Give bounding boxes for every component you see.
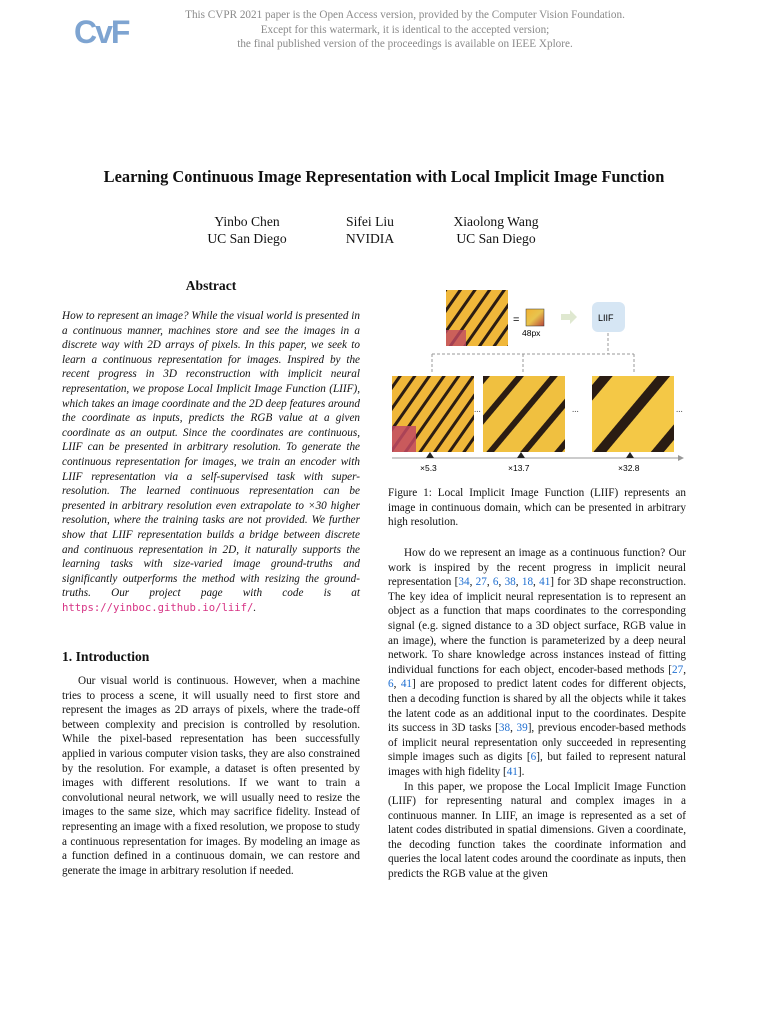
- author-affiliation: UC San Diego: [207, 230, 287, 246]
- citation-link[interactable]: 18: [521, 576, 534, 589]
- cvf-logo: [74, 12, 134, 48]
- watermark-line-2: Except for this watermark, it is identical to the accepted version;: [260, 23, 550, 36]
- author-affiliation: NVIDIA: [345, 230, 395, 246]
- cite-sep: ,: [515, 576, 522, 589]
- abstract-body: [62, 309, 360, 615]
- citation-link[interactable]: 41: [400, 678, 412, 691]
- figure-1-caption: Figure 1: Local Implicit Image Function (LIIF) represents an image in continuous domain, which can be presented in arbitrary high resolution.: [388, 487, 686, 529]
- text-span: ], but failed to represent natural images with high fidelity [: [388, 751, 686, 778]
- citation-link[interactable]: 27: [672, 663, 684, 676]
- scale-axis: [392, 452, 684, 461]
- intro-paragraph-1: Our visual world is continuous. However, when a machine tries to process a scene, it will usually need to first store and represent the images as 2D arrays of pixels, where the trade-off between complexity and precision is controlled by resolution. While the pixel-based representation has been successfully applied in various computer vision tasks, they are also constrained by the resolution. For example, a dataset is often presented by images with different resolutions. If we want to train a convolutional neural network, we will usually need to resize the images to the same size, which may sacrifice fidelity. Instead of representing an image with a fixed resolution, we propose to study a continuous representation for images. By modeling an image as a function defined in a continuous domain, we can restore and generate the image in arbitrary resolution if needed.: [62, 675, 360, 877]
- output-image-1: [392, 376, 474, 452]
- author-name: Yinbo Chen: [214, 214, 280, 229]
- abstract-end: .: [253, 601, 257, 614]
- author-1: [192, 214, 302, 247]
- abstract-text: How to represent an image? While the visual world is presented in a continuous manner, machines store and see the images in a discrete way with 2D arrays of pixels. In this paper, we seek to learn a continuous representation for images. Inspired by the recent progress in 3D reconstruction with implicit neural representation, we propose Local Implicit Image Function (LIIF), which takes an image coordinate and the 2D deep features around the coordinate as inputs, predicts the RGB value at a given coordinate as an output. Since the coordinates are continuous, LIIF can be presented in arbitrary resolution. To generate the continuous representation for images, we train an encoder with LIIF representation via a self-supervised task with super-resolution. The learned continuous representation can be presented in arbitrary resolution even extrapolate to ×30 higher resolution, where the training tasks are not provided. We further show that LIIF representation builds a bridge between discrete and continuous representation in 2D, it naturally supports the learning tasks with size-varied image ground-truths and significantly outperforms the method with resizing the ground-truths. Our project page with code is at: [62, 310, 360, 600]
- ellipsis-2: ...: [572, 404, 579, 414]
- abstract-heading: Abstract: [185, 278, 237, 293]
- citation-link[interactable]: 41: [506, 765, 518, 778]
- equals-sign: =: [513, 314, 520, 326]
- author-3: [436, 214, 556, 247]
- arrow-icon: [561, 310, 577, 324]
- cite-sep: ,: [469, 576, 476, 589]
- cite-sep: ,: [498, 576, 505, 589]
- author-2: [320, 214, 420, 247]
- citation-link[interactable]: 6: [492, 576, 499, 589]
- liif-label: LIIF: [598, 313, 614, 323]
- output-image-2: [483, 376, 565, 452]
- text-span: ].: [517, 765, 525, 778]
- author-name: Sifei Liu: [346, 214, 394, 229]
- citation-link[interactable]: 34: [458, 576, 470, 589]
- citation-link[interactable]: 38: [498, 722, 511, 735]
- input-butterfly-image: [446, 290, 508, 346]
- text-span: How do we represent an image as a continuous function? Our work is inspired by the recent progress in implicit neural representation [: [388, 547, 686, 589]
- ellipsis-1: ...: [474, 404, 481, 414]
- right-column-body: [388, 546, 686, 882]
- citation-link[interactable]: 39: [516, 722, 528, 735]
- scale-label-2: ×13.7: [508, 463, 530, 473]
- output-image-3: [592, 376, 674, 452]
- text-span: ] for 3D shape reconstruction. The key idea of implicit neural representation is to represent an object as a function that maps coordinates to the corresponding signal (e.g. signed distance to a 3D object surface, RGB value in an image), where the function is parameterized by a deep neural network. To share knowledge across instances instead of fitting individual functions for each object, encoder-based methods [: [388, 576, 687, 676]
- cite-sep: ,: [486, 576, 493, 589]
- watermark-line-3: the final published version of the proceedings is available on IEEE Xplore.: [237, 38, 573, 50]
- cite-sep: ,: [533, 576, 540, 589]
- input-size-label: 48px: [522, 328, 541, 338]
- text-span: ] are proposed to predict latent codes for different objects, then a decoding function is shared by all the objects while it takes the latent code as an additional input to the coordinates. Despite its success in 3D tasks [: [388, 678, 687, 735]
- citation-link[interactable]: 38: [504, 576, 516, 589]
- cvf-logo-text: CvF: [74, 14, 129, 48]
- ellipsis-3: ...: [676, 404, 683, 414]
- citation-link[interactable]: 27: [475, 576, 487, 589]
- watermark-line-1: This CVPR 2021 paper is the Open Access version, provided by the Computer Vision Foundation.: [185, 9, 625, 21]
- section-heading-introduction: 1. Introduction: [62, 649, 150, 664]
- citation-link[interactable]: 6: [530, 751, 537, 764]
- watermark: [160, 8, 650, 52]
- author-name: Xiaolong Wang: [453, 214, 539, 229]
- scale-label-3: ×32.8: [618, 463, 640, 473]
- cite-sep: ,: [510, 722, 517, 735]
- cite-sep: ,: [393, 678, 401, 691]
- introduction-body: [62, 674, 360, 878]
- right-paragraph-1: [388, 546, 686, 780]
- paper-title: Learning Continuous Image Representation with Local Implicit Image Function: [103, 167, 665, 186]
- scale-label-1: ×5.3: [420, 463, 437, 473]
- input-48px-thumbnail: [526, 309, 544, 326]
- citation-link[interactable]: 41: [539, 576, 551, 589]
- citation-link[interactable]: 6: [388, 678, 394, 691]
- project-url-link[interactable]: https://yinboc.github.io/liif/: [62, 601, 254, 614]
- figure-1: [388, 286, 686, 476]
- right-paragraph-2: In this paper, we propose the Local Implicit Image Function (LIIF) for representing natural and complex images in a continuous manner. In LIIF, an image is represented as a set of latent codes distributed in spatial dimensions. Given a coordinate, the decoding function takes the coordinate information and queries the local latent codes around the coordinate as inputs, then predicts the RGB value at the given: [388, 780, 686, 881]
- author-affiliation: UC San Diego: [456, 230, 536, 246]
- text-span: ], previous encoder-based methods of implicit neural representation only succeeded in representing simple images such as digits [: [388, 722, 686, 764]
- cite-sep: ,: [683, 663, 686, 676]
